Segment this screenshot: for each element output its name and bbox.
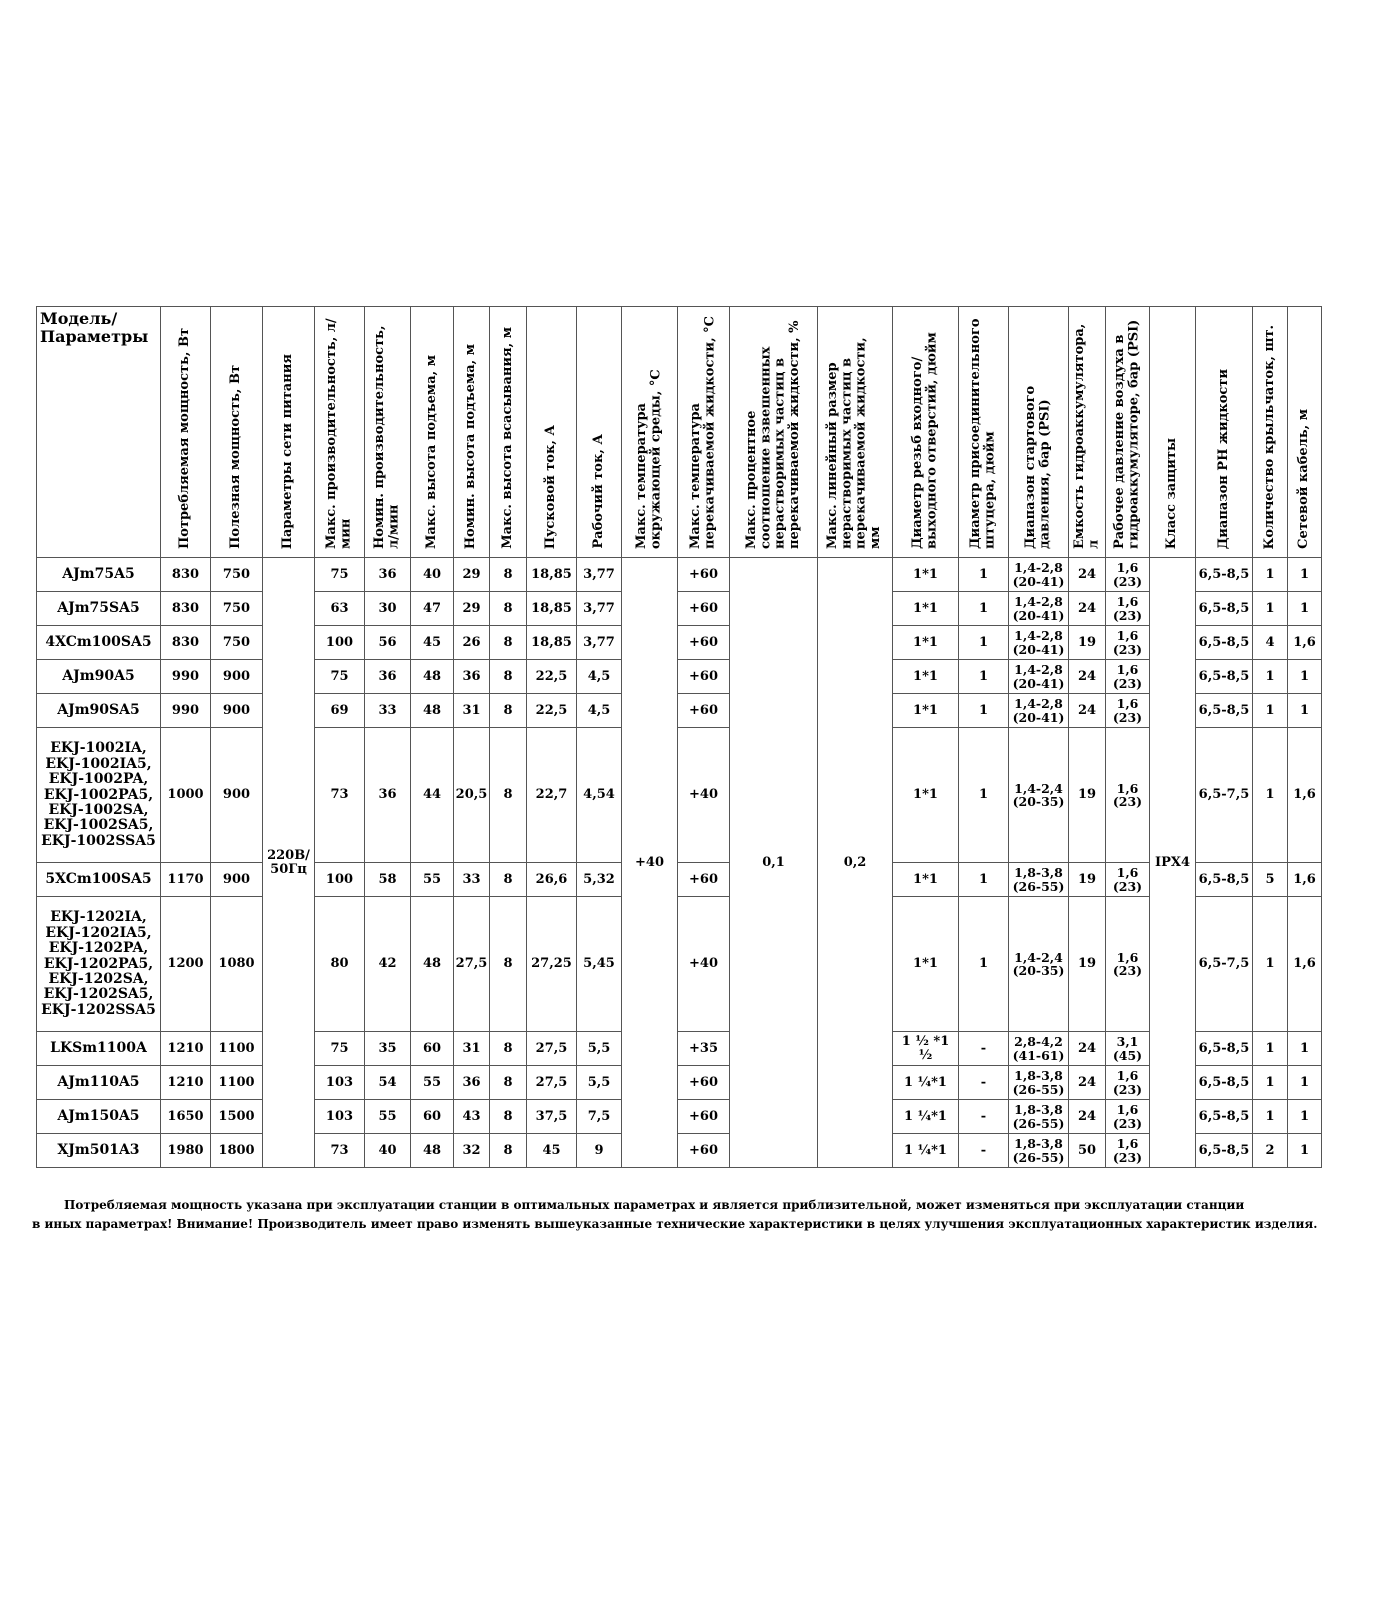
table-cell: 27,5 (527, 1066, 577, 1100)
table-cell: 1 (1253, 897, 1288, 1032)
table-cell: 1*1 (893, 863, 959, 897)
table-cell: 36 (365, 660, 411, 694)
table-cell: 22,5 (527, 694, 577, 728)
table-cell: +60 (678, 558, 730, 592)
table-cell: 1 (959, 660, 1009, 694)
table-cell: +60 (678, 863, 730, 897)
column-header (527, 307, 577, 558)
table-cell: 24 (1069, 1032, 1106, 1066)
table-cell: 8 (490, 592, 527, 626)
table-cell: 2,8-4,2 (41-61) (1009, 1032, 1069, 1066)
table-cell: +60 (678, 1134, 730, 1168)
table-cell: 1,6 (23) (1106, 558, 1150, 592)
table-cell: 8 (490, 728, 527, 863)
table-cell: 32 (454, 1134, 490, 1168)
table-cell: 58 (365, 863, 411, 897)
table-cell: +60 (678, 592, 730, 626)
column-header (730, 307, 818, 558)
table-cell: 1*1 (893, 728, 959, 863)
column-header-label: Макс. линейный размер нерастворимых частиц в перекачиваемой жидкости, мм (825, 337, 884, 549)
table-cell: 1,4-2,4 (20-35) (1009, 728, 1069, 863)
table-cell: +60 (678, 694, 730, 728)
column-header (959, 307, 1009, 558)
table-cell: 9 (577, 1134, 622, 1168)
model-cell: AJm75A5 (37, 558, 161, 592)
table-cell: +40 (678, 897, 730, 1032)
table-cell: 60 (411, 1100, 454, 1134)
table-cell: 1,6 (23) (1106, 592, 1150, 626)
table-cell: 8 (490, 660, 527, 694)
table-cell: 35 (365, 1032, 411, 1066)
table-row (37, 863, 1322, 897)
table-cell: 1*1 (893, 660, 959, 694)
table-cell: 1 (1253, 558, 1288, 592)
particles-percent-cell: 0,1 (730, 558, 818, 1168)
table-row (37, 694, 1322, 728)
table-cell: 6,5-8,5 (1196, 660, 1253, 694)
column-header (490, 307, 527, 558)
column-header-label: Сетевой кабель, м (1296, 409, 1312, 549)
table-cell: 33 (454, 863, 490, 897)
table-cell: 900 (211, 660, 263, 694)
column-header-label: Макс. высота всасывания, м (499, 327, 515, 549)
column-header (161, 307, 211, 558)
table-cell: 1 (1253, 728, 1288, 863)
table-row (37, 1134, 1322, 1168)
table-cell: 24 (1069, 1100, 1106, 1134)
table-cell: 36 (454, 1066, 490, 1100)
table-cell: 4 (1253, 626, 1288, 660)
table-cell: 1*1 (893, 626, 959, 660)
table-cell: 6,5-8,5 (1196, 1032, 1253, 1066)
column-header-label: Параметры сети питания (280, 353, 296, 549)
footnote-line-2: в иных параметрах! Внимание! Производитель имеет право изменять вышеуказанные технические характеристики в целях улучшения эксплуатационных характеристик изделия. (32, 1217, 1318, 1231)
table-cell: 1650 (161, 1100, 211, 1134)
column-header-label: Макс. температура перекачиваемой жидкости, °С (688, 316, 718, 549)
table-cell: 55 (411, 863, 454, 897)
table-cell: 44 (411, 728, 454, 863)
table-cell: 1 (959, 863, 1009, 897)
table-cell: 6,5-8,5 (1196, 694, 1253, 728)
footnote (32, 1196, 1372, 1234)
model-cell: AJm90SA5 (37, 694, 161, 728)
column-header-label: Макс. температура окружающей среды, °С (634, 369, 664, 549)
column-header (1150, 307, 1196, 558)
table-cell: 830 (161, 592, 211, 626)
table-cell: 3,77 (577, 592, 622, 626)
table-cell: 27,25 (527, 897, 577, 1032)
table-cell: +35 (678, 1032, 730, 1066)
column-header (1253, 307, 1288, 558)
table-cell: 1 (959, 592, 1009, 626)
table-cell: 1,6 (23) (1106, 728, 1150, 863)
table-cell: 73 (315, 1134, 365, 1168)
table-cell: 4,5 (577, 660, 622, 694)
column-header (577, 307, 622, 558)
table-cell: 42 (365, 897, 411, 1032)
table-cell: 6,5-8,5 (1196, 558, 1253, 592)
table-cell: 1,6 (23) (1106, 1100, 1150, 1134)
table-cell: 5,5 (577, 1032, 622, 1066)
table-cell: 37,5 (527, 1100, 577, 1134)
table-cell: 1,4-2,8 (20-41) (1009, 592, 1069, 626)
column-header (1288, 307, 1322, 558)
table-cell: 990 (161, 694, 211, 728)
table-cell: +60 (678, 660, 730, 694)
column-header-label: Диаметр резьб входного/ выходного отверстий, дюйм (910, 332, 940, 549)
table-cell: 1 (1288, 592, 1322, 626)
table-cell: 30 (365, 592, 411, 626)
table-cell: - (959, 1134, 1009, 1168)
table-cell: 8 (490, 1100, 527, 1134)
table-cell: 2 (1253, 1134, 1288, 1168)
table-body (37, 558, 1322, 1168)
table-cell: 1,6 (23) (1106, 626, 1150, 660)
table-cell: 8 (490, 1066, 527, 1100)
table-cell: 45 (527, 1134, 577, 1168)
table-row (37, 558, 1322, 592)
table-cell: 29 (454, 592, 490, 626)
table-cell: 1 (959, 558, 1009, 592)
table-cell: 4,5 (577, 694, 622, 728)
table-cell: 6,5-7,5 (1196, 897, 1253, 1032)
table-cell: 1 (1253, 694, 1288, 728)
table-cell: 75 (315, 558, 365, 592)
column-header-label: Рабочий ток, А (590, 434, 606, 549)
table-cell: 48 (411, 694, 454, 728)
column-header (454, 307, 490, 558)
table-cell: 1,8-3,8 (26-55) (1009, 1100, 1069, 1134)
table-cell: 900 (211, 863, 263, 897)
table-cell: 1 (959, 694, 1009, 728)
model-cell: EKJ-1002IA, EKJ-1002IA5, EKJ-1002PA, EKJ-1002PA5, EKJ-1002SA, EKJ-1002SA5, EKJ-1002SSA5 (37, 728, 161, 863)
table-cell: 103 (315, 1100, 365, 1134)
header-row (37, 307, 1322, 558)
table-cell: 26 (454, 626, 490, 660)
table-cell: 19 (1069, 897, 1106, 1032)
table-cell: 7,5 (577, 1100, 622, 1134)
table-cell: 8 (490, 626, 527, 660)
table-cell: 27,5 (527, 1032, 577, 1066)
table-cell: 1*1 (893, 897, 959, 1032)
table-cell: 47 (411, 592, 454, 626)
column-header-label: Пусковой ток, А (543, 424, 559, 549)
table-cell: 900 (211, 728, 263, 863)
table-cell: 100 (315, 863, 365, 897)
table-cell: 1800 (211, 1134, 263, 1168)
table-cell: 4,54 (577, 728, 622, 863)
table-cell: +60 (678, 626, 730, 660)
model-cell: AJm90A5 (37, 660, 161, 694)
table-cell: 48 (411, 897, 454, 1032)
table-cell: 1 (1253, 660, 1288, 694)
table-cell: 55 (411, 1066, 454, 1100)
table-cell: 24 (1069, 1066, 1106, 1100)
table-cell: 5,32 (577, 863, 622, 897)
table-cell: 830 (161, 626, 211, 660)
table-cell: 1 (1288, 660, 1322, 694)
table-cell: 26,6 (527, 863, 577, 897)
table-cell: 3,77 (577, 558, 622, 592)
table-cell: 22,7 (527, 728, 577, 863)
table-cell: 6,5-8,5 (1196, 1066, 1253, 1100)
column-header (1196, 307, 1253, 558)
table-cell: 1 (1288, 558, 1322, 592)
table-cell: 1,6 (23) (1106, 1066, 1150, 1100)
table-cell: 1,6 (1288, 626, 1322, 660)
table-cell: 31 (454, 1032, 490, 1066)
table-cell: 6,5-7,5 (1196, 728, 1253, 863)
table-cell: 18,85 (527, 592, 577, 626)
column-header (315, 307, 365, 558)
table-cell: 750 (211, 626, 263, 660)
table-cell: 1 (1253, 592, 1288, 626)
column-header (211, 307, 263, 558)
column-header-label: Полезная мощность, Вт (228, 365, 244, 549)
table-cell: 6,5-8,5 (1196, 626, 1253, 660)
column-header (893, 307, 959, 558)
table-cell: 6,5-8,5 (1196, 863, 1253, 897)
table-cell: 1000 (161, 728, 211, 863)
particle-size-cell: 0,2 (818, 558, 893, 1168)
column-header-label: Диапазон PH жидкости (1215, 368, 1231, 549)
ambient-temp-cell: +40 (622, 558, 678, 1168)
model-cell: 4XCm100SA5 (37, 626, 161, 660)
table-cell: 75 (315, 660, 365, 694)
table-cell: 1 (1288, 1032, 1322, 1066)
table-row (37, 728, 1322, 863)
table-cell: 56 (365, 626, 411, 660)
table-cell: 6,5-8,5 (1196, 592, 1253, 626)
table-cell: 19 (1069, 626, 1106, 660)
table-cell: 750 (211, 558, 263, 592)
table-cell: 1 (1288, 1066, 1322, 1100)
table-cell: 1,4-2,8 (20-41) (1009, 558, 1069, 592)
table-cell: 24 (1069, 694, 1106, 728)
table-cell: 1 ¼*1 (893, 1134, 959, 1168)
table-cell: 40 (411, 558, 454, 592)
power-supply-cell: 220В/ 50Гц (263, 558, 315, 1168)
table-cell: 80 (315, 897, 365, 1032)
table-cell: 36 (454, 660, 490, 694)
table-row (37, 897, 1322, 1032)
model-cell: AJm75SA5 (37, 592, 161, 626)
table-cell: 8 (490, 1134, 527, 1168)
table-cell: 45 (411, 626, 454, 660)
table-cell: 990 (161, 660, 211, 694)
table-cell: 40 (365, 1134, 411, 1168)
column-header (818, 307, 893, 558)
table-cell: 1 (1253, 1032, 1288, 1066)
table-cell: 1,4-2,4 (20-35) (1009, 897, 1069, 1032)
table-cell: 1980 (161, 1134, 211, 1168)
table-cell: - (959, 1066, 1009, 1100)
table-cell: - (959, 1032, 1009, 1066)
table-cell: 3,1 (45) (1106, 1032, 1150, 1066)
table-cell: 1 (1288, 1100, 1322, 1134)
table-cell: 8 (490, 558, 527, 592)
table-cell: 24 (1069, 592, 1106, 626)
table-cell: 103 (315, 1066, 365, 1100)
table-cell: 24 (1069, 660, 1106, 694)
table-cell: - (959, 1100, 1009, 1134)
spec-table (36, 306, 1322, 1168)
table-cell: 33 (365, 694, 411, 728)
table-cell: 900 (211, 694, 263, 728)
table-cell: 1,4-2,8 (20-41) (1009, 660, 1069, 694)
table-cell: 750 (211, 592, 263, 626)
table-cell: 8 (490, 897, 527, 1032)
table-cell: 1,8-3,8 (26-55) (1009, 1134, 1069, 1168)
table-cell: 18,85 (527, 558, 577, 592)
column-header-label: Емкость гидроаккумулятора, л (1071, 323, 1101, 549)
table-cell: 6,5-8,5 (1196, 1134, 1253, 1168)
model-cell: EKJ-1202IA, EKJ-1202IA5, EKJ-1202PA, EKJ-1202PA5, EKJ-1202SA, EKJ-1202SA5, EKJ-1202SSA5 (37, 897, 161, 1032)
table-cell: 1,6 (1288, 897, 1322, 1032)
table-cell: 8 (490, 1032, 527, 1066)
table-cell: +60 (678, 1066, 730, 1100)
table-cell: 18,85 (527, 626, 577, 660)
table-cell: 1 (1288, 694, 1322, 728)
table-cell: 5,45 (577, 897, 622, 1032)
table-cell: 19 (1069, 728, 1106, 863)
table-cell: 1,8-3,8 (26-55) (1009, 863, 1069, 897)
table-cell: 1,6 (23) (1106, 897, 1150, 1032)
model-cell: 5XCm100SA5 (37, 863, 161, 897)
table-cell: 8 (490, 863, 527, 897)
table-cell: 55 (365, 1100, 411, 1134)
table-cell: +60 (678, 1100, 730, 1134)
model-cell: AJm110A5 (37, 1066, 161, 1100)
table-cell: 54 (365, 1066, 411, 1100)
model-cell: XJm501A3 (37, 1134, 161, 1168)
table-cell: 1500 (211, 1100, 263, 1134)
table-cell: 1100 (211, 1066, 263, 1100)
table-row (37, 626, 1322, 660)
table-cell: 830 (161, 558, 211, 592)
table-cell: 1,4-2,8 (20-41) (1009, 626, 1069, 660)
column-header-label: Потребляемая мощность, Вт (177, 327, 193, 549)
table-cell: 1,6 (23) (1106, 863, 1150, 897)
column-header-label: Макс. производительность, л/мин (324, 318, 354, 549)
column-header (411, 307, 454, 558)
table-cell: 5,5 (577, 1066, 622, 1100)
table-cell: 48 (411, 1134, 454, 1168)
column-header (678, 307, 730, 558)
column-header-label: Количество крыльчаток, шт. (1261, 324, 1277, 549)
table-cell: 1 (1253, 1100, 1288, 1134)
table-cell: 43 (454, 1100, 490, 1134)
table-cell: 27,5 (454, 897, 490, 1032)
footnote-line-1: Потребляемая мощность указана при эксплуатации станции в оптимальных параметрах и является приблизительной, может изменяться при эксплуатации станции (64, 1198, 1245, 1212)
table-cell: 1,6 (23) (1106, 660, 1150, 694)
table-cell: 36 (365, 558, 411, 592)
table-cell: 1 (959, 626, 1009, 660)
table-cell: 1 ¼*1 (893, 1066, 959, 1100)
column-header-label: Макс. процентное соотношение взвешенных нерастворимых частиц в перекачиваемой жидкости, % (743, 320, 802, 549)
table-cell: 1 ¼*1 (893, 1100, 959, 1134)
model-cell: LKSm1100A (37, 1032, 161, 1066)
table-cell: 20,5 (454, 728, 490, 863)
table-cell: 1210 (161, 1032, 211, 1066)
table-cell: 1 (959, 728, 1009, 863)
table-cell: 1,8-3,8 (26-55) (1009, 1066, 1069, 1100)
table-cell: 31 (454, 694, 490, 728)
table-cell: 1 (959, 897, 1009, 1032)
protection-class-cell: IPX4 (1150, 558, 1196, 1168)
table-cell: 50 (1069, 1134, 1106, 1168)
table-cell: 1*1 (893, 694, 959, 728)
column-header (365, 307, 411, 558)
column-header-label: Рабочее давление воздуха в гидроаккумуляторе, бар (PSI) (1112, 319, 1142, 549)
table-cell: 1,6 (1288, 863, 1322, 897)
table-row (37, 1100, 1322, 1134)
column-header-label: Диапазон стартового давления, бар (PSI) (1023, 385, 1053, 549)
table-cell: 19 (1069, 863, 1106, 897)
column-header-label: Диаметр присоединительного штуцера, дюйм (968, 318, 998, 549)
table-cell: 1 ½ *1 ½ (893, 1032, 959, 1066)
corner-header: Модель/ Параметры (37, 307, 161, 558)
column-header-label: Номин. высота подъема, м (463, 343, 479, 549)
table-cell: 29 (454, 558, 490, 592)
table-cell: 1080 (211, 897, 263, 1032)
column-header-label: Макс. высота подъема, м (423, 355, 439, 549)
table-cell: 1*1 (893, 592, 959, 626)
table-row (37, 1032, 1322, 1066)
table-cell: 5 (1253, 863, 1288, 897)
column-header (1069, 307, 1106, 558)
table-cell: 1,6 (23) (1106, 1134, 1150, 1168)
column-header (1009, 307, 1069, 558)
column-header (1106, 307, 1150, 558)
column-header-label: Класс защиты (1164, 437, 1180, 549)
table-cell: 36 (365, 728, 411, 863)
table-cell: 73 (315, 728, 365, 863)
table-cell: 1 (1253, 1066, 1288, 1100)
column-header (622, 307, 678, 558)
table-cell: 69 (315, 694, 365, 728)
table-cell: 24 (1069, 558, 1106, 592)
table-cell: 1170 (161, 863, 211, 897)
table-cell: 1100 (211, 1032, 263, 1066)
table-cell: 63 (315, 592, 365, 626)
table-cell: 1,4-2,8 (20-41) (1009, 694, 1069, 728)
table-cell: 1 (1288, 1134, 1322, 1168)
table-cell: 8 (490, 694, 527, 728)
column-header (263, 307, 315, 558)
table-cell: 60 (411, 1032, 454, 1066)
table-cell: 48 (411, 660, 454, 694)
table-cell: 1*1 (893, 558, 959, 592)
table-cell: +40 (678, 728, 730, 863)
table-row (37, 660, 1322, 694)
table-cell: 100 (315, 626, 365, 660)
table-row (37, 592, 1322, 626)
table-cell: 75 (315, 1032, 365, 1066)
column-header-label: Номин. производительность, л/мин (372, 325, 402, 549)
table-cell: 1200 (161, 897, 211, 1032)
table-cell: 6,5-8,5 (1196, 1100, 1253, 1134)
table-cell: 1210 (161, 1066, 211, 1100)
table-row (37, 1066, 1322, 1100)
table-cell: 22,5 (527, 660, 577, 694)
table-cell: 3,77 (577, 626, 622, 660)
model-cell: AJm150A5 (37, 1100, 161, 1134)
table-cell: 1,6 (23) (1106, 694, 1150, 728)
table-cell: 1,6 (1288, 728, 1322, 863)
